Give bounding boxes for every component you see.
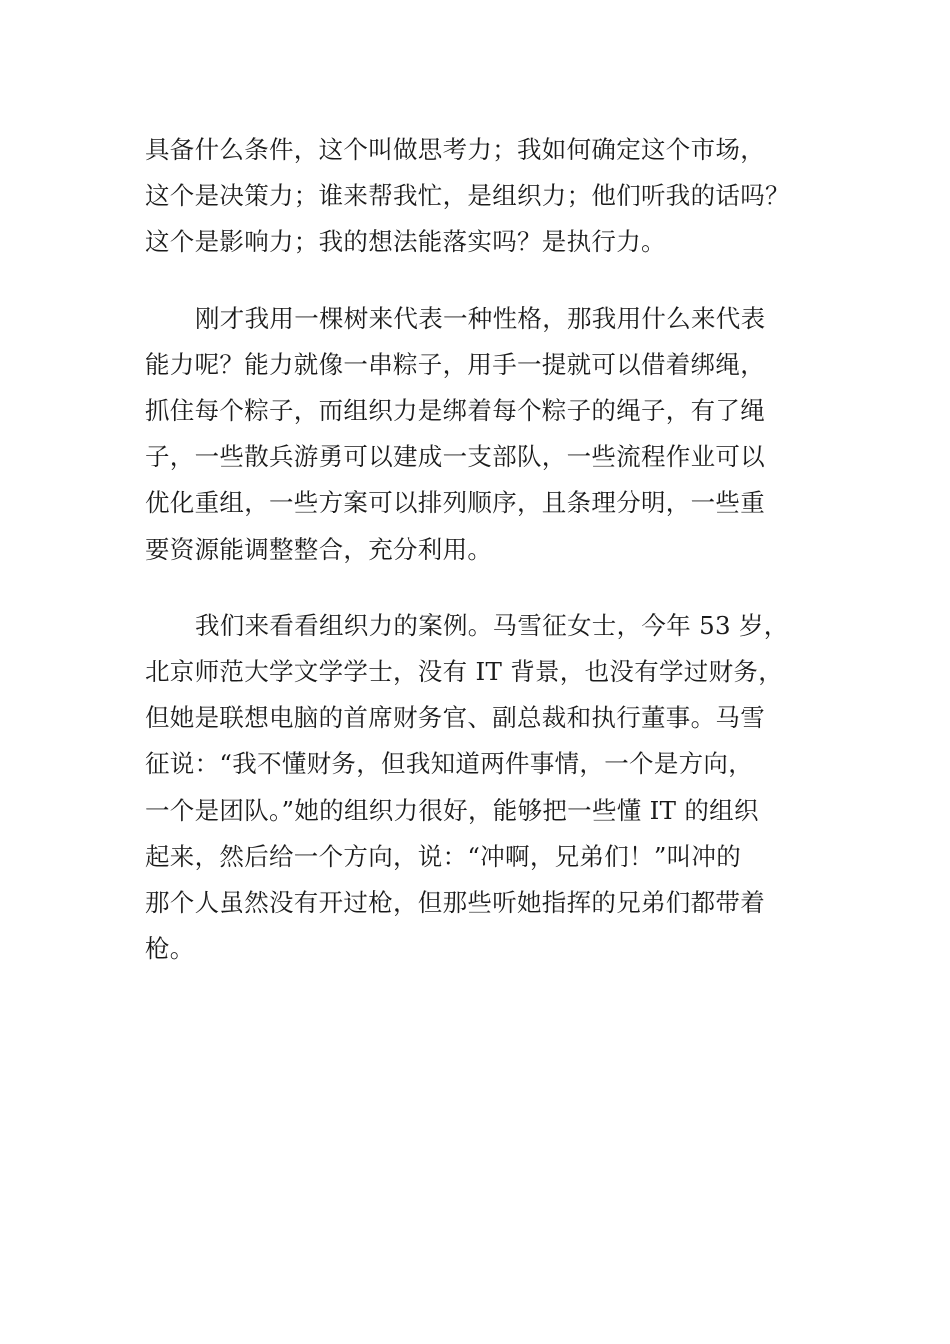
paragraph-line: 具备什么条件，这个叫做思考力；我如何确定这个市场，: [145, 135, 765, 164]
paragraph-2: [145, 296, 805, 573]
document-body: [145, 127, 805, 972]
paragraph-line: 我们来看看组织力的案例。马雪征女士，今年 53 岁，: [195, 610, 789, 640]
paragraph-line: 这个是决策力；谁来帮我忙，是组织力；他们听我的话吗？: [145, 181, 790, 211]
paragraph-line: 但她是联想电脑的首席财务官、副总裁和执行董事。马雪: [145, 703, 765, 733]
paragraph-line: 要资源能调整整合，充分利用。: [145, 534, 493, 564]
paragraph-line: 这个是影响力；我的想法能落实吗？是执行力。: [145, 227, 666, 257]
paragraph-line: 枪。: [145, 934, 195, 964]
paragraph-line: 抓住每个粽子，而组织力是绑着每个粽子的绳子，有了绳: [145, 396, 765, 426]
paragraph-line: 能力呢？能力就像一串粽子，用手一提就可以借着绑绳，: [145, 349, 765, 379]
paragraph-line: 一个是团队。”她的组织力很好，能够把一些懂 IT 的组织: [145, 795, 759, 825]
paragraph-3: [145, 603, 805, 973]
paragraph-line: 北京师范大学文学学士，没有 IT 背景，也没有学过财务，: [145, 657, 783, 687]
paragraph-line: 起来，然后给一个方向，说：“冲啊，兄弟们！”叫冲的: [145, 841, 742, 871]
paragraph-line: 征说：“我不懂财务，但我知道两件事情，一个是方向，: [145, 749, 754, 779]
paragraph-line: 优化重组，一些方案可以排列顺序，且条理分明，一些重: [145, 488, 765, 518]
paragraph-1: [145, 127, 805, 266]
paragraph-line: 子，一些散兵游勇可以建成一支部队，一些流程作业可以: [145, 442, 765, 472]
paragraph-line: 那个人虽然没有开过枪，但那些听她指挥的兄弟们都带着: [145, 888, 765, 918]
paragraph-line: 刚才我用一棵树来代表一种性格，那我用什么来代表: [195, 303, 766, 333]
